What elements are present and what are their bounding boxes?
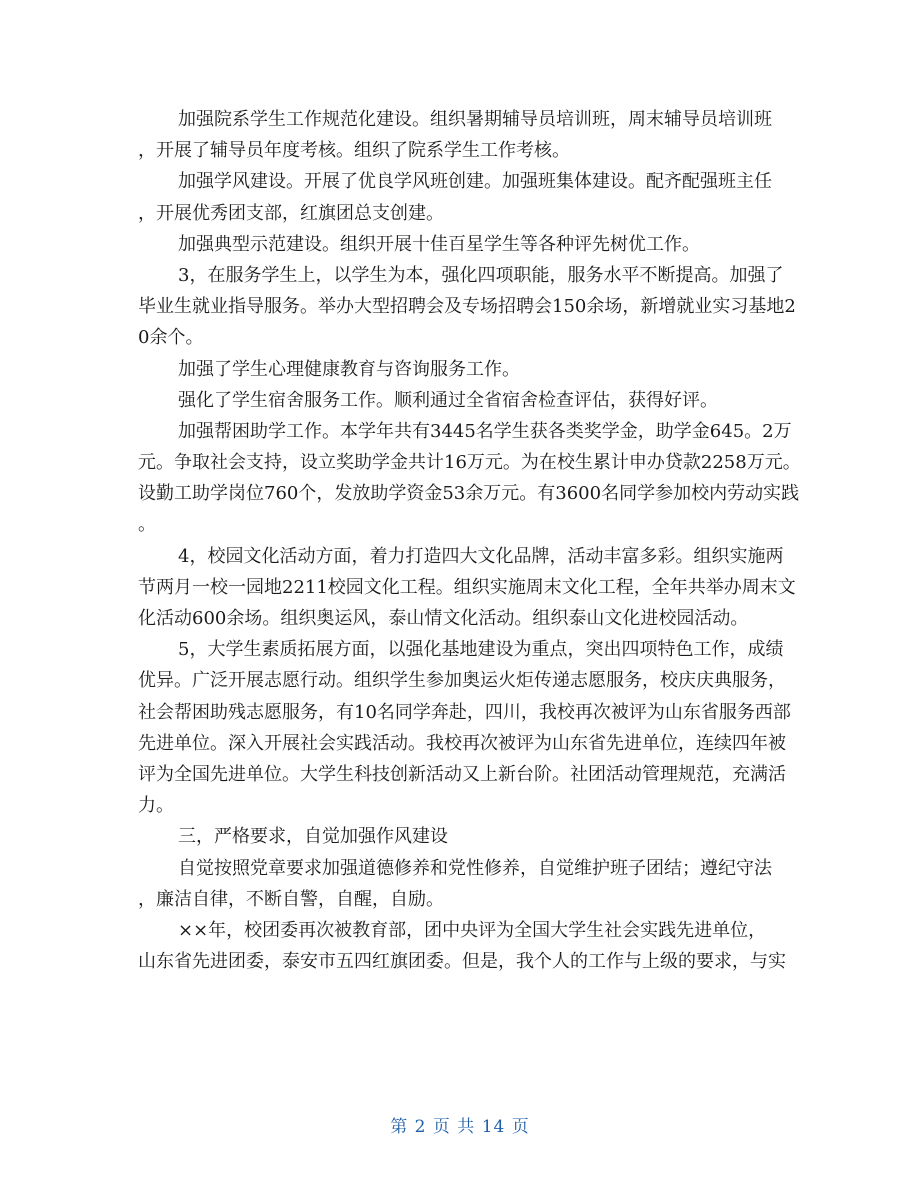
text-line: 先进单位。深入开展社会实践活动。我校再次被评为山东省先进单位，连续四年被 [138, 732, 786, 754]
text-line: ，开展优秀团支部，红旗团总支创建。 [138, 202, 444, 224]
text-line: 评为全国先进单位。大学生科技创新活动又上新台阶。社团活动管理规范，充满活 [138, 763, 786, 785]
section-heading: 三，严格要求，自觉加强作风建设 [178, 826, 448, 848]
text-line: 毕业生就业指导服务。举办大型招聘会及专场招聘会150余场，新增就业实习基地2 [138, 296, 796, 318]
text-line: 强化了学生宿舍服务工作。顺利通过全省宿舍检查评估，获得好评。 [178, 389, 718, 411]
text-line: 加强帮困助学工作。本学年共有3445名学生获各类奖学金，助学金645。2万 [178, 420, 792, 442]
text-line: 山东省先进团委，泰安市五四红旗团委。但是，我个人的工作与上级的要求，与实 [138, 951, 786, 973]
text-line: 社会帮困助残志愿服务，有10名同学奔赴，四川，我校再次被评为山东省服务西部 [138, 701, 791, 723]
text-line: 加强了学生心理健康教育与咨询服务工作。 [178, 358, 520, 380]
text-line: 加强典型示范建设。组织开展十佳百星学生等各种评先树优工作。 [178, 233, 700, 255]
text-line: 4，校园文化活动方面，着力打造四大文化品牌，活动丰富多彩。组织实施两 [178, 545, 784, 567]
text-line: 加强学风建设。开展了优良学风班创建。加强班集体建设。配齐配强班主任 [178, 171, 772, 193]
text-line: ××年，校团委再次被教育部，团中央评为全国大学生社会实践先进单位， [178, 919, 767, 941]
text-line: 5，大学生素质拓展方面，以强化基地建设为重点，突出四项特色工作，成绩 [178, 639, 784, 661]
text-line: 设勤工助学岗位760个，发放助学资金53余万元。有3600名同学参加校内劳动实践 [138, 483, 800, 505]
text-line: ，廉洁自律，不断自警，自醒，自励。 [138, 888, 444, 910]
text-line: 力。 [138, 795, 174, 817]
text-line: 化活动600余场。组织奥运风，泰山情文化活动。组织泰山文化进校园活动。 [138, 608, 749, 629]
text-line: 优异。广泛开展志愿行动。组织学生参加奥运火炬传递志愿服务，校庆庆典服务， [138, 670, 786, 692]
document-body [138, 104, 801, 977]
text-line: 3，在服务学生上，以学生为本，强化四项职能，服务水平不断提高。加强了 [178, 264, 784, 286]
text-line: ，开展了辅导员年度考核。组织了院系学生工作考核。 [138, 140, 570, 162]
text-line: 节两月一校一园地2211校园文化工程。组织实施周末文化工程，全年共举办周末文 [138, 576, 796, 598]
text-line: 。 [138, 514, 156, 536]
text-line: 自觉按照党章要求加强道德修养和党性修养，自觉维护班子团结；遵纪守法 [178, 857, 772, 879]
text-line: 元。争取社会支持，设立奖助学金共计16万元。为在校生累计申办贷款2258万元。 [138, 452, 801, 474]
page-number-footer: 第 2 页 共 14 页 [390, 1117, 530, 1137]
text-line: 加强院系学生工作规范化建设。组织暑期辅导员培训班，周末辅导员培训班 [178, 109, 772, 130]
text-line: 0余个。 [138, 327, 204, 349]
